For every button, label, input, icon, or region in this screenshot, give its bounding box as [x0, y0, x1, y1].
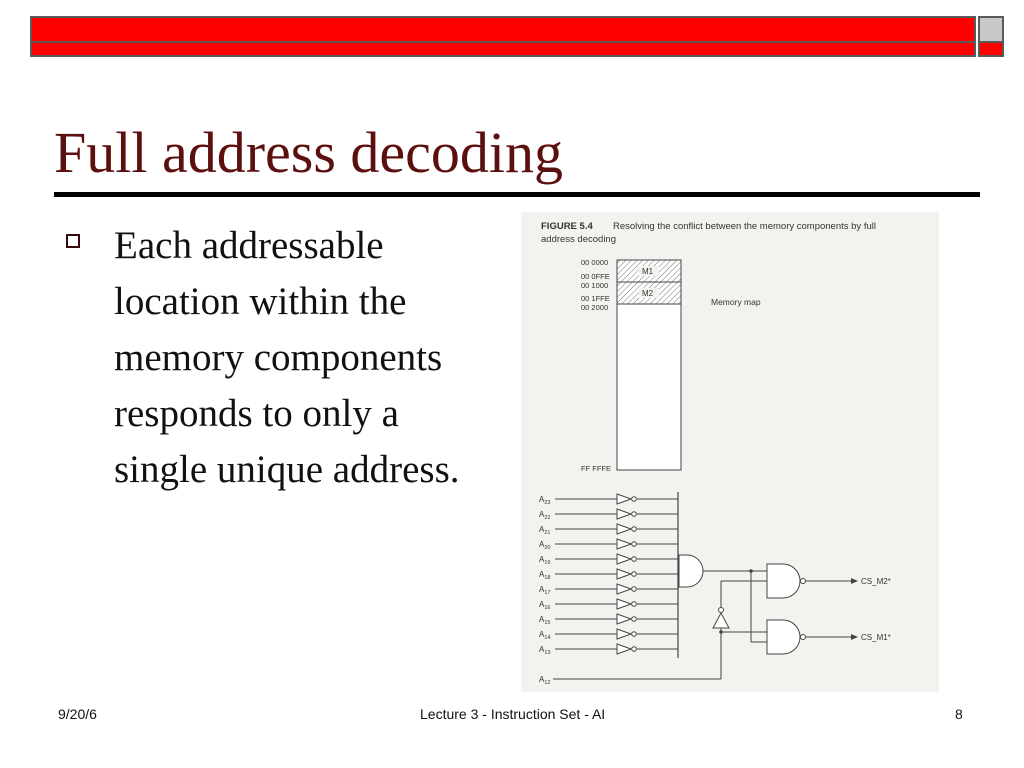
bullet-text: Each addressable location within the memory components responds to only a single unique address. [114, 224, 460, 491]
header-corner-gray [978, 16, 1004, 43]
header-bar [30, 16, 976, 43]
inverter-bubble [632, 497, 637, 502]
address-line-label: $A_{18}$ [539, 570, 551, 581]
block-label-m1: M1 [642, 267, 654, 276]
inverter-bubble [632, 527, 637, 532]
output-label-cs-m2: CS_M2* [861, 577, 891, 586]
figure-caption-line2: address decoding [541, 234, 616, 245]
header-corner-red [978, 43, 1004, 57]
figure-number: FIGURE 5.4 [541, 221, 593, 232]
inverter-a12 [713, 613, 729, 628]
inverter-bubble [632, 587, 637, 592]
address-line-label: $A_{21}$ [539, 525, 551, 536]
buffer-inverter [617, 524, 631, 534]
buffer-inverter [617, 494, 631, 504]
inverter-bubble [632, 632, 637, 637]
footer-date: 9/20/6 [58, 706, 97, 722]
address-wires [555, 494, 678, 654]
address-line-label: $A_{20}$ [539, 540, 551, 551]
memory-map-label: Memory map [711, 297, 761, 307]
buffer-inverter [617, 569, 631, 579]
address-line-labels [539, 495, 550, 686]
buffer-inverter [617, 599, 631, 609]
title-underline [54, 192, 980, 197]
address-line-label: $A_{13}$ [539, 645, 551, 656]
address-label: 00 0FFE [581, 272, 610, 281]
address-line-label: $A_{12}$ [539, 675, 551, 686]
slide-title: Full address decoding [54, 120, 564, 185]
address-line-label: $A_{14}$ [539, 630, 551, 641]
address-label: 00 1000 [581, 281, 609, 290]
address-line-label: $A_{19}$ [539, 555, 551, 566]
inverter-bubble [632, 647, 637, 652]
inverter-bubble [632, 512, 637, 517]
header-bar-lower [30, 43, 976, 57]
inverter-bubble [632, 572, 637, 577]
address-line-label: $A_{23}$ [539, 495, 551, 506]
address-label: 00 1FFE [581, 294, 610, 303]
nand-gate-m1 [767, 620, 800, 654]
bullet-square-icon [66, 234, 80, 248]
buffer-inverter [617, 614, 631, 624]
nand-gate-m2 [767, 564, 800, 598]
inverter-bubble [632, 542, 637, 547]
figure-memory-decoding [521, 212, 939, 692]
output-label-cs-m1: CS_M1* [861, 633, 891, 642]
buffer-inverter [617, 629, 631, 639]
buffer-inverter [617, 539, 631, 549]
buffer-inverter [617, 509, 631, 519]
and-gate-decoder [679, 555, 703, 587]
address-label: 00 2000 [581, 303, 609, 312]
address-line-label: $A_{22}$ [539, 510, 551, 521]
inverter-bubble [632, 617, 637, 622]
address-label: FF FFFE [581, 464, 611, 473]
address-line-label: $A_{17}$ [539, 585, 551, 596]
figure-caption-line1: Resolving the conflict between the memory components by full [613, 221, 876, 232]
inverter-bubble [632, 602, 637, 607]
address-label: 00 0000 [581, 258, 609, 267]
footer-title: Lecture 3 - Instruction Set - AI [420, 706, 606, 722]
address-line-label: $A_{16}$ [539, 600, 551, 611]
address-line-label: $A_{15}$ [539, 615, 551, 626]
buffer-inverter [617, 644, 631, 654]
footer-page-number: 8 [955, 706, 963, 722]
block-label-m2: M2 [642, 289, 654, 298]
buffer-inverter [617, 554, 631, 564]
inverter-bubble [632, 557, 637, 562]
decoder-diagram [521, 212, 939, 692]
buffer-inverter [617, 584, 631, 594]
